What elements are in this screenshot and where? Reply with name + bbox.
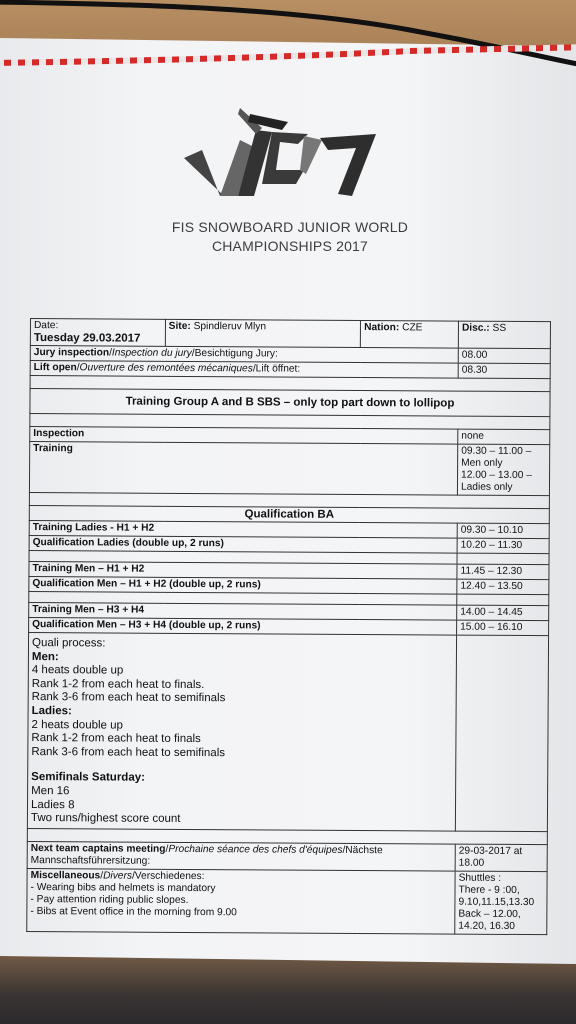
semis-line: Men 16 bbox=[31, 784, 70, 798]
captains-label-de: Nächste Mannschaftsführersitzung: bbox=[30, 844, 383, 867]
training-times bbox=[457, 444, 549, 496]
lift-label-de: Lift öffnet: bbox=[255, 363, 301, 375]
captains-label-fr: Prochaine séance des chefs d'équipes bbox=[168, 843, 343, 856]
misc-row bbox=[27, 868, 547, 934]
misc-line: - Pay attention riding public slopes. bbox=[30, 893, 189, 906]
shuttles-cell bbox=[455, 871, 547, 935]
captains-label-en: Next team captains meeting bbox=[30, 842, 166, 855]
inspection-value: none bbox=[458, 429, 550, 445]
semis-line: Two runs/highest score count bbox=[30, 812, 181, 826]
ladies-line: Rank 1-2 from each heat to finals bbox=[31, 732, 201, 746]
date-cell bbox=[30, 319, 165, 347]
qualification-label: Training Men – H1 + H2 bbox=[29, 561, 457, 579]
training-row bbox=[29, 442, 549, 496]
jury-time: 08.00 bbox=[458, 348, 550, 364]
jury-label-fr: Inspection du jury bbox=[111, 347, 192, 359]
men-line: 4 heats double up bbox=[31, 664, 124, 677]
process-cell bbox=[27, 632, 456, 830]
lanyard-strap bbox=[0, 40, 576, 70]
qualification-time: 14.00 – 14.45 bbox=[457, 605, 549, 621]
training-group-heading-row bbox=[30, 389, 550, 417]
qualification-heading: Qualification BA bbox=[29, 505, 549, 523]
site-label: Site: bbox=[168, 320, 191, 332]
ladies-line: 2 heats double up bbox=[31, 718, 124, 732]
misc-line: - Bibs at Event office in the morning from 9.00 bbox=[30, 905, 237, 918]
qualification-label: Qualification Men – H3 + H4 (double up, 2 runs) bbox=[29, 617, 457, 635]
lift-label-fr: Ouverture des remontées mécaniques bbox=[79, 362, 253, 375]
schedule-table bbox=[26, 318, 551, 935]
training-label: Training bbox=[29, 442, 457, 496]
qualification-label: Training Ladies - H1 + H2 bbox=[29, 520, 457, 538]
lift-label-en: Lift open bbox=[33, 362, 77, 374]
disc-label: Disc.: bbox=[461, 322, 490, 334]
jury-label-en: Jury inspection bbox=[33, 347, 110, 359]
men-line: Rank 3-6 from each heat to semifinals bbox=[31, 691, 226, 705]
qualification-label: Qualification Men – H1 + H2 (double up, 2 runs) bbox=[29, 576, 457, 594]
disc-cell bbox=[458, 321, 550, 349]
lift-label-cell: Lift open/Ouverture des remontées mécaniques/Lift öffnet: bbox=[30, 361, 458, 379]
gap bbox=[457, 553, 549, 565]
site-cell bbox=[165, 319, 361, 347]
process-title: Quali process: bbox=[31, 637, 106, 650]
misc-heading: Miscellaneous/Divers/Verschiedenes: bbox=[30, 869, 205, 882]
disc-value: SS bbox=[492, 322, 507, 334]
jury-label-de: Besichtigung Jury: bbox=[194, 348, 278, 360]
ladies-line: Rank 3-6 from each heat to semifinals bbox=[31, 745, 226, 759]
men-heading: Men: bbox=[31, 650, 59, 663]
jury-label-cell: Jury inspection/Inspection du jury/Besichtigung Jury: bbox=[30, 346, 458, 364]
misc-label-en: Miscellaneous bbox=[30, 869, 101, 882]
qualification-time: 15.00 – 16.10 bbox=[457, 620, 549, 636]
process-empty-cell bbox=[455, 635, 548, 831]
inspection-label: Inspection bbox=[30, 427, 458, 445]
qualification-label: Training Men – H3 + H4 bbox=[29, 602, 457, 620]
jwc17-logo bbox=[180, 100, 390, 210]
training-time-ladies: 12.00 – 13.00 – Ladies only bbox=[460, 469, 532, 493]
semis-heading: Semifinals Saturday: bbox=[31, 771, 145, 785]
lift-time: 08.30 bbox=[458, 363, 550, 379]
training-group-heading: Training Group A and B SBS – only top part down to lollipop bbox=[30, 389, 550, 417]
title-line-2: CHAMPIONSHIPS 2017 bbox=[211, 238, 369, 254]
title-line-1: FIS SNOWBOARD JUNIOR WORLD bbox=[171, 219, 409, 235]
qualification-time: 09.30 – 10.10 bbox=[457, 523, 549, 539]
misc-cell bbox=[27, 868, 455, 934]
date-label: Date: bbox=[33, 320, 59, 332]
men-line: Rank 1-2 from each heat to finals. bbox=[31, 677, 205, 691]
process-row bbox=[27, 632, 548, 831]
site-value: Spindleruv Mlyn bbox=[193, 320, 267, 333]
qualification-label: Qualification Ladies (double up, 2 runs) bbox=[29, 535, 457, 553]
training-time-men: 09.30 – 11.00 – Men only bbox=[461, 445, 532, 469]
nation-label: Nation: bbox=[364, 322, 400, 334]
date-value: Tuesday 29.03.2017 bbox=[33, 332, 141, 345]
misc-label-fr: Divers bbox=[103, 870, 133, 882]
captains-label-cell: Next team captains meeting/Prochaine séance des chefs d'équipes/Nächste Mannschaftsführersitzung: bbox=[27, 841, 455, 871]
nation-value: CZE bbox=[402, 322, 423, 334]
misc-line: - Wearing bibs and helmets is mandatory bbox=[30, 881, 216, 894]
info-row bbox=[30, 319, 550, 349]
shuttles-there: There - 9 :00, 9.10,11.15,13.30 bbox=[458, 884, 535, 908]
qualification-time: 11.45 – 12.30 bbox=[457, 564, 549, 580]
qualification-time: 12.40 – 13.50 bbox=[457, 579, 549, 595]
ladies-heading: Ladies: bbox=[31, 704, 72, 718]
qualification-time: 10.20 – 11.30 bbox=[457, 538, 549, 554]
nation-cell bbox=[361, 321, 459, 349]
captains-value: 29-03-2017 at 18.00 bbox=[455, 844, 547, 872]
gap bbox=[457, 594, 549, 606]
captains-row bbox=[27, 841, 547, 871]
shuttles-back: Back – 12.00, 14.20, 16.30 bbox=[458, 908, 521, 932]
misc-label-de: Verschiedenes: bbox=[134, 870, 205, 882]
championship-title bbox=[150, 218, 430, 256]
semis-line: Ladies 8 bbox=[30, 798, 75, 811]
shuttles-title: Shuttles : bbox=[458, 872, 502, 884]
